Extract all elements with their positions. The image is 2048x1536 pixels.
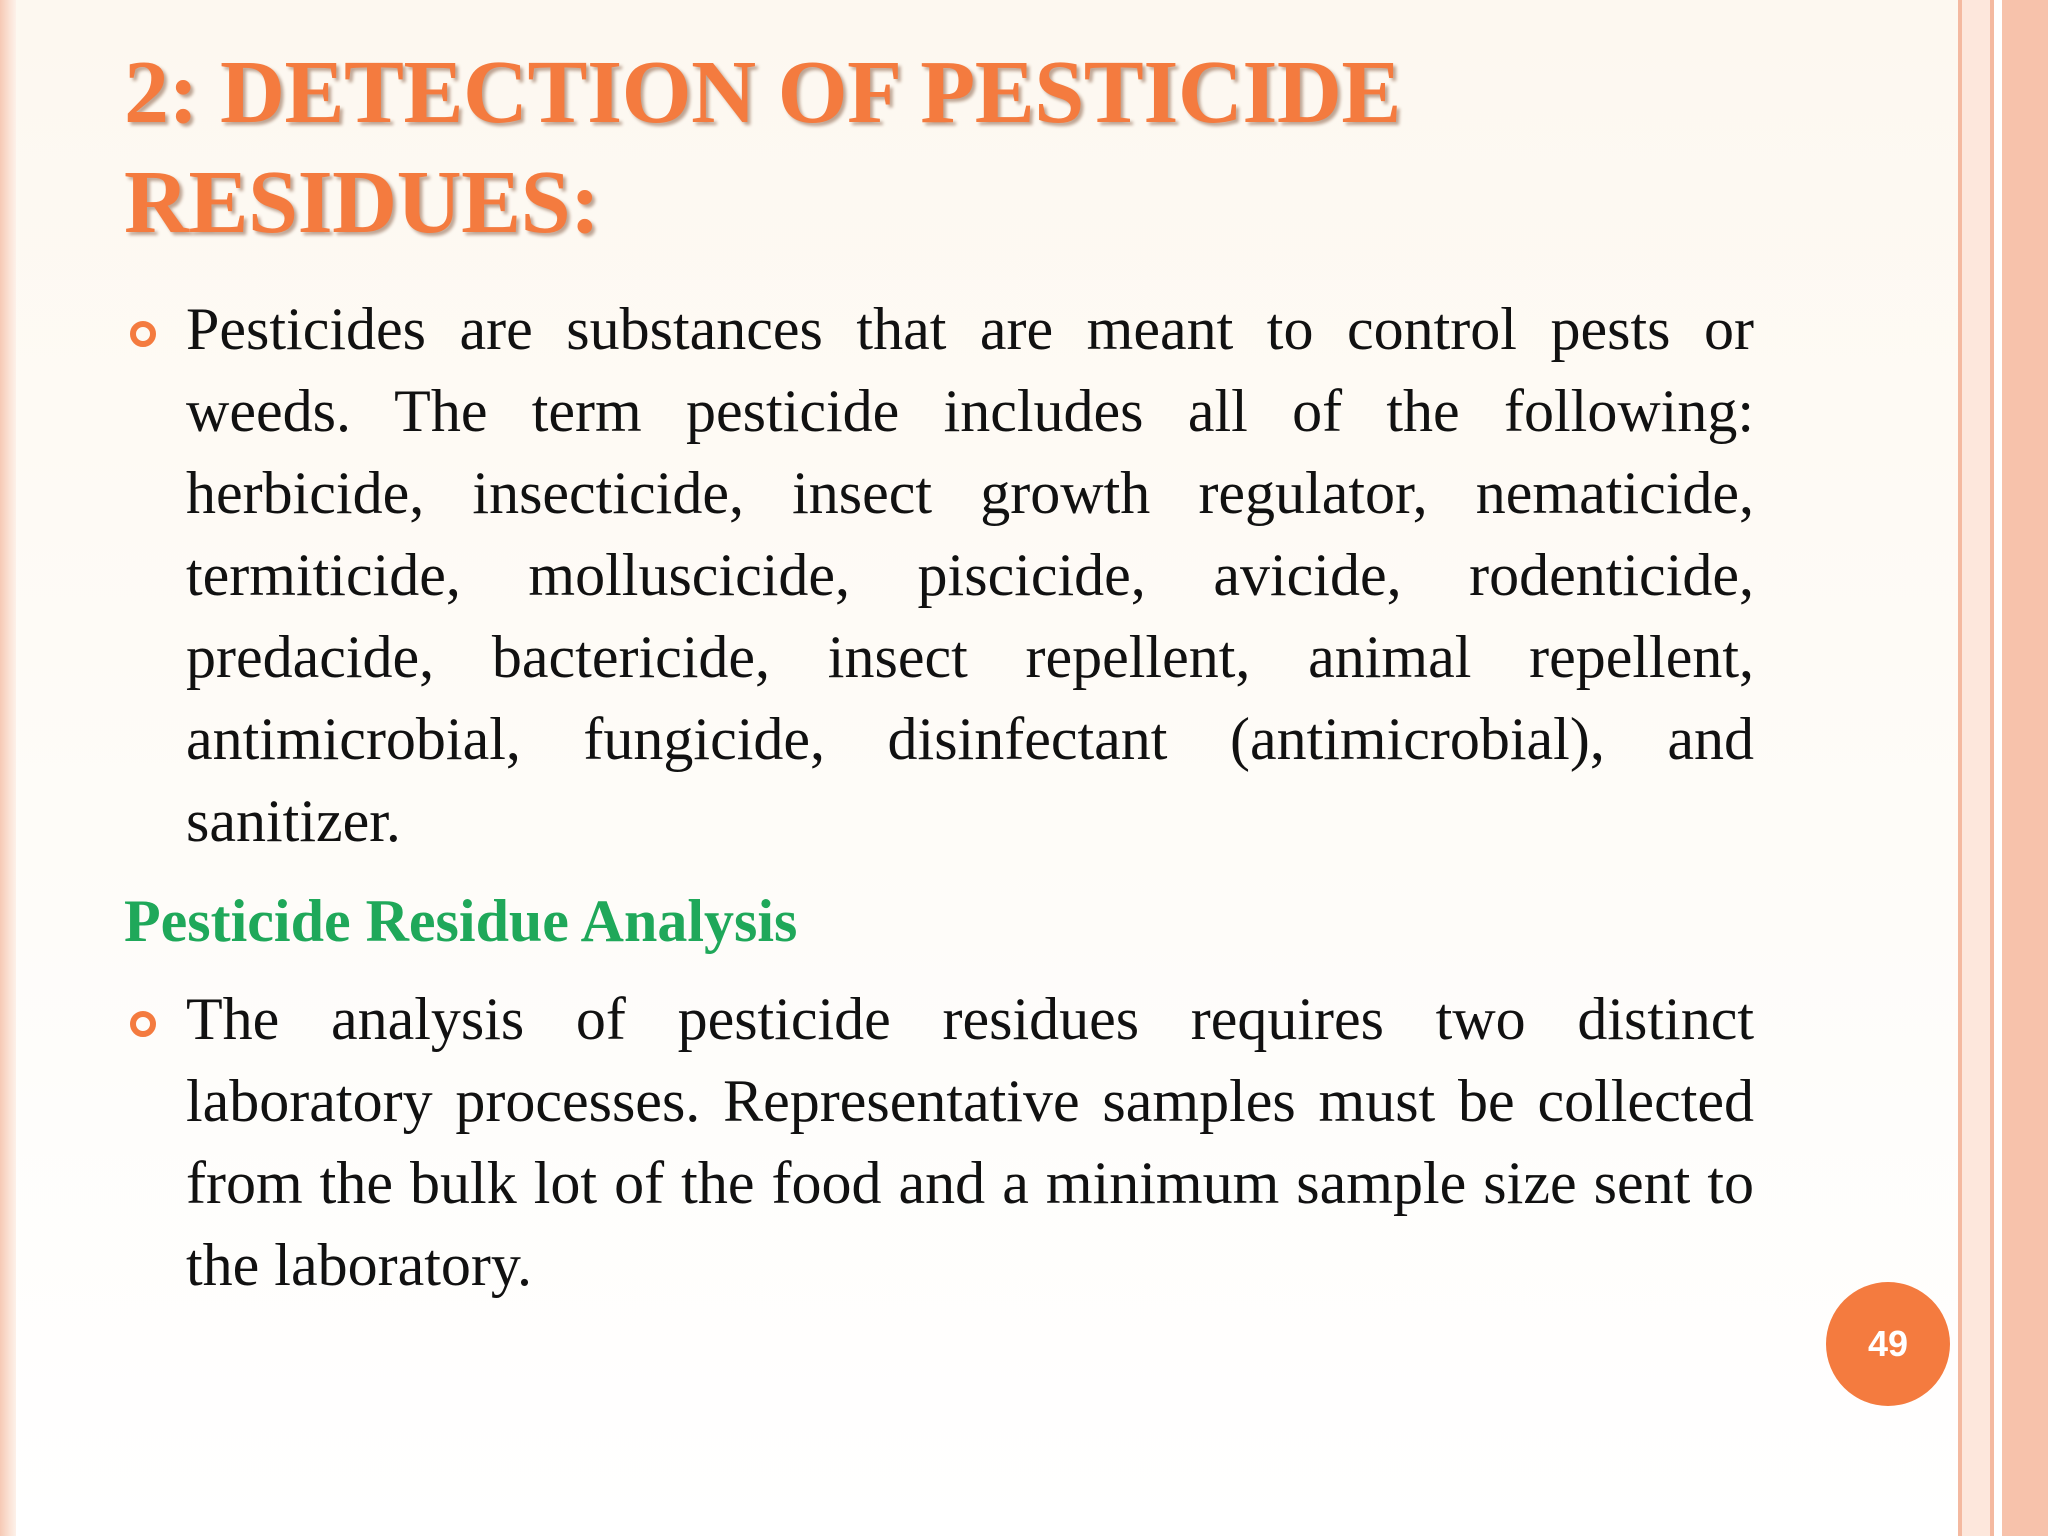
bullet-paragraph-analysis: The analysis of pesticide residues requires two distinct laboratory processes. Representative samples must be collected from the bulk lot of the food and a minimum sample size sent to the laboratory. xyxy=(186,986,1754,1298)
right-border-outer xyxy=(2002,0,2048,1536)
slide-title: 2: DETECTION OF PESTICIDE RESIDUES: xyxy=(124,43,1401,252)
bullet-ring-icon xyxy=(130,1011,156,1037)
right-border-gap xyxy=(1994,0,2002,1536)
section-subheading: Pesticide Residue Analysis xyxy=(124,888,798,954)
left-border-decoration xyxy=(0,0,16,1536)
right-border-band xyxy=(1962,0,1990,1536)
bullet-ring-icon xyxy=(130,321,156,347)
page-number-badge: 49 xyxy=(1826,1282,1950,1406)
bullet-paragraph-definition: Pesticides are substances that are meant to control pests or weeds. The term pesticide includes all of the following: herbicide, insecticide, insect growth regulator, nematicide, termiticide, molluscicide, piscicide, avicide, rodenticide, predacide, bactericide, insect repellent, animal repellent, antimicrobial, fungicide, disinfectant (antimicrobial), and sanitizer. xyxy=(186,296,1754,854)
